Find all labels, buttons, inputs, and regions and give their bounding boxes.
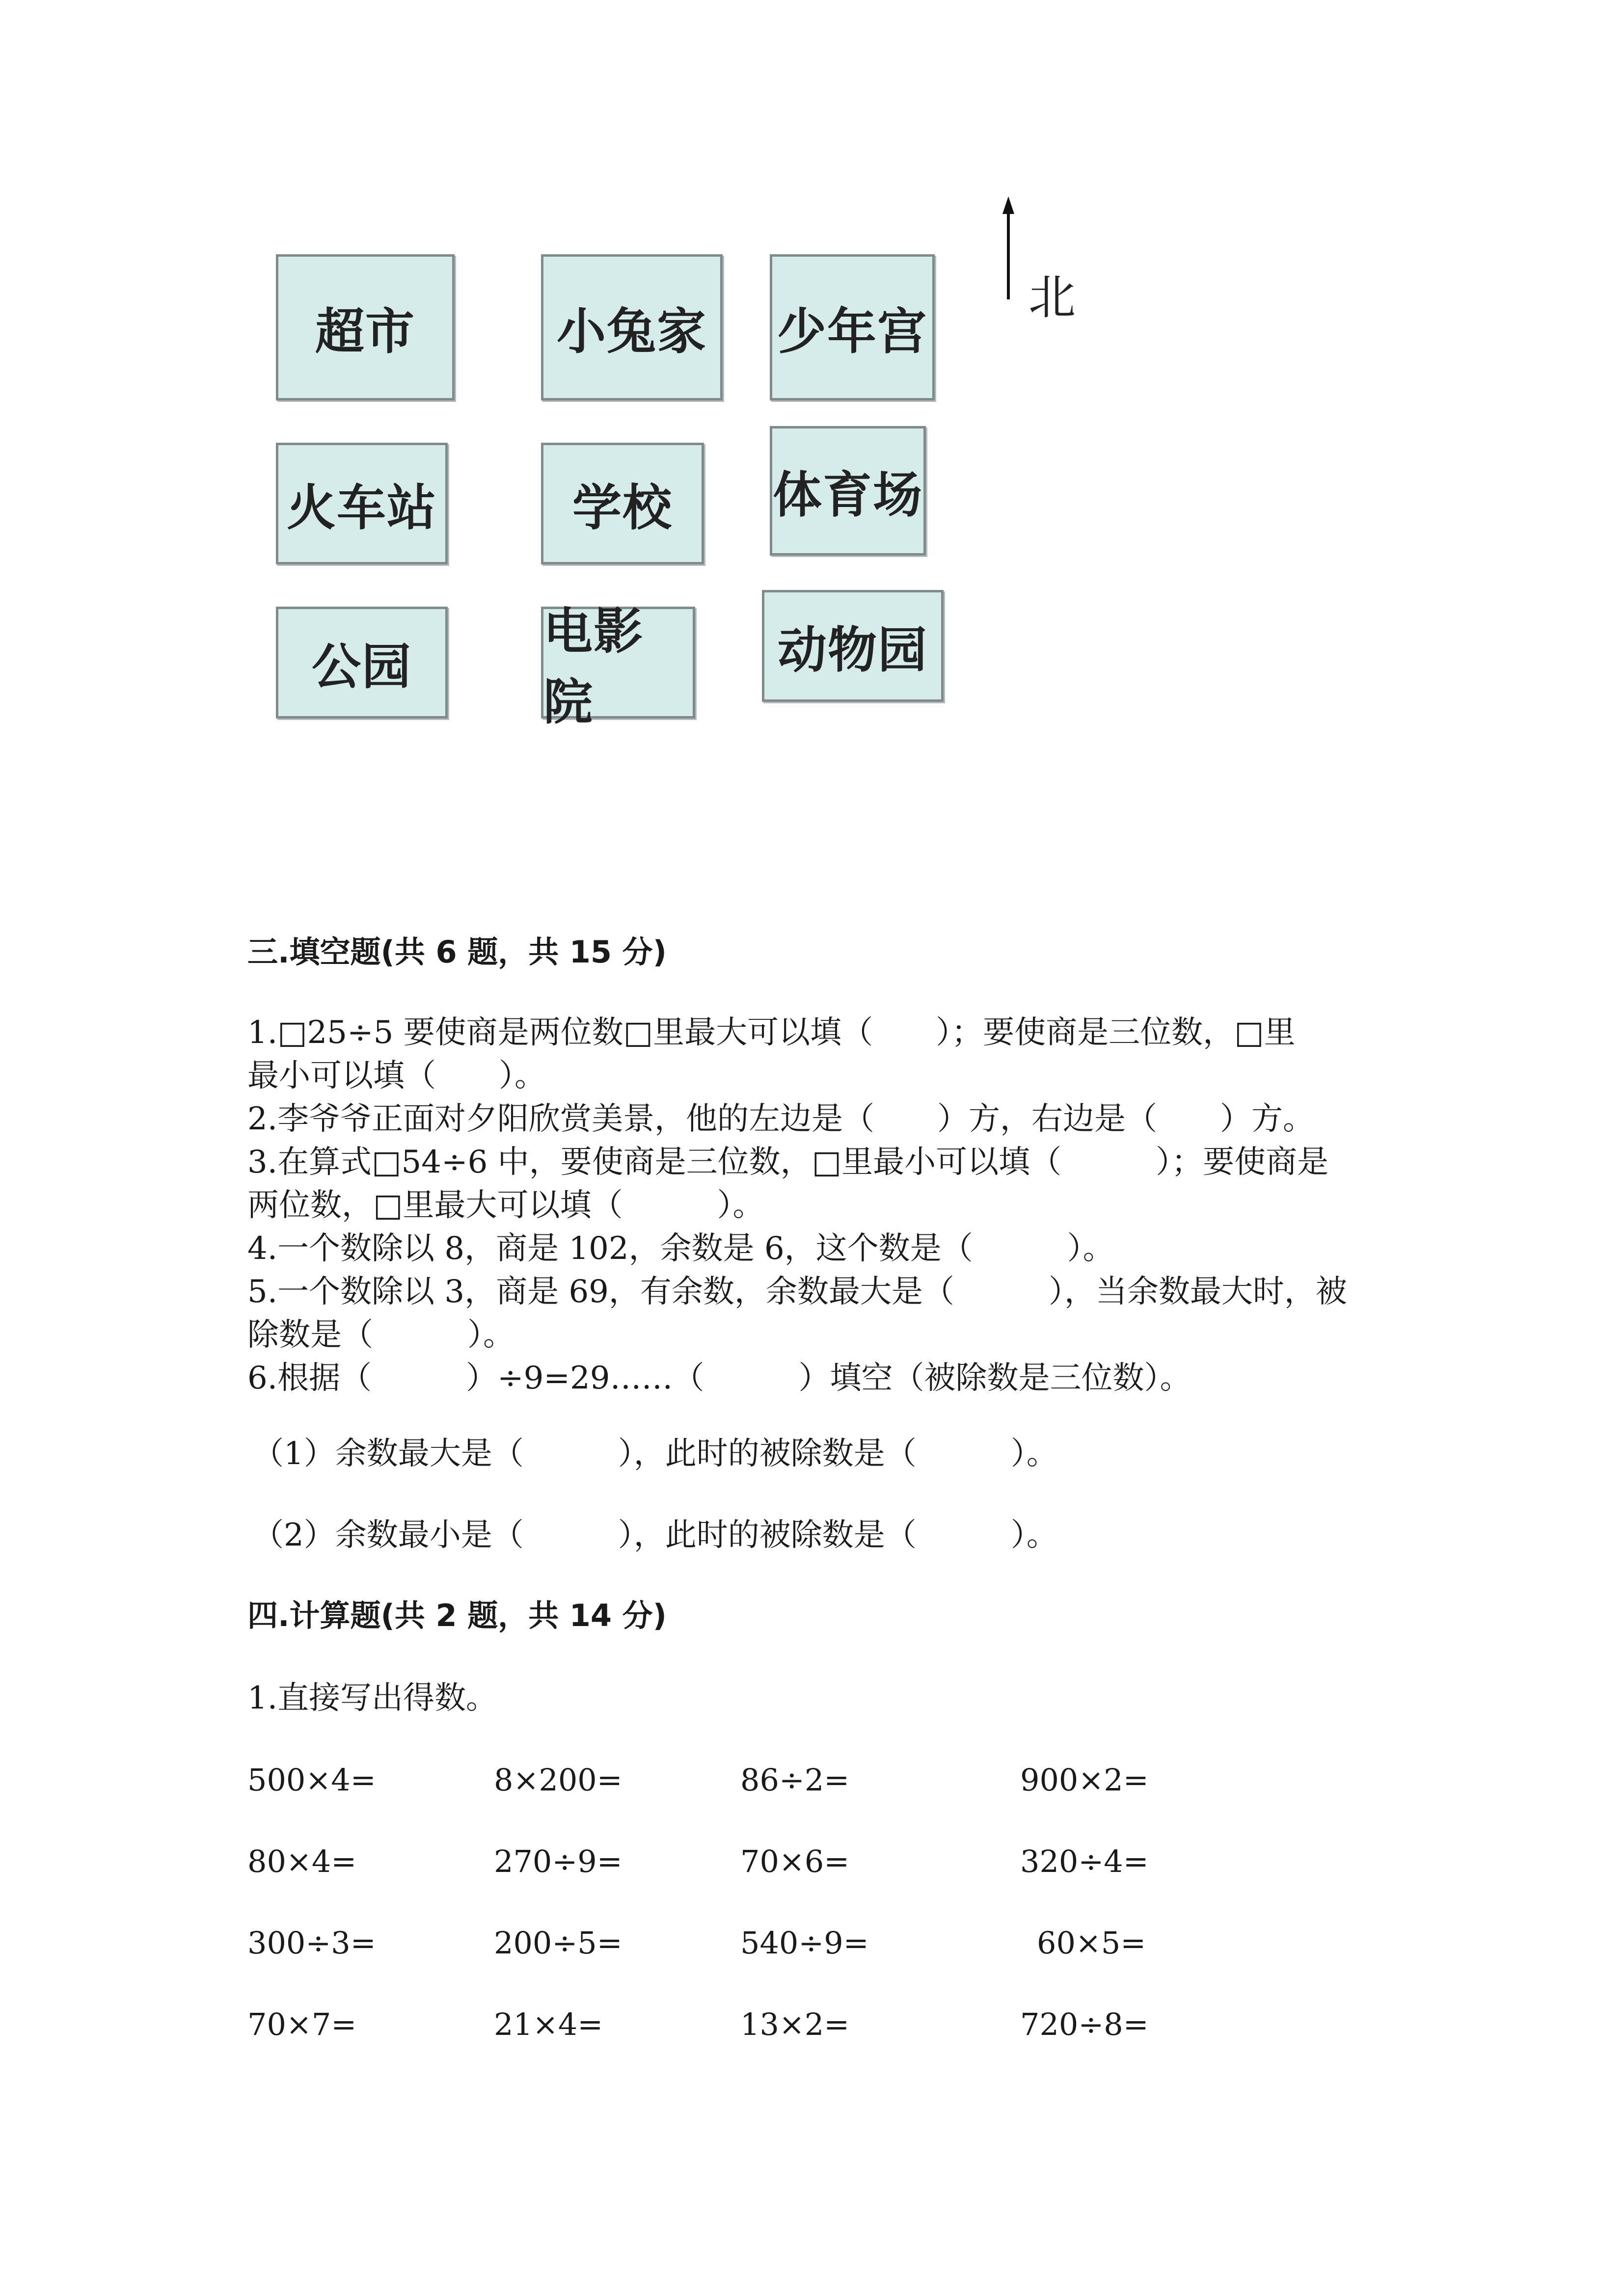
calc-item: 70×7= xyxy=(247,2006,357,2042)
calc-item: 320÷4= xyxy=(1020,1843,1149,1879)
calc-item: 300÷3= xyxy=(247,1925,376,1961)
q2-line: 2.李爷爷正面对夕阳欣赏美景，他的左边是（ ）方，右边是（ ）方。 xyxy=(247,1101,1315,1137)
north-label: 北 xyxy=(1029,270,1076,325)
calc-item: 8×200= xyxy=(494,1762,623,1798)
place-park: 公园 xyxy=(276,607,448,719)
calc-item: 200÷5= xyxy=(494,1925,623,1961)
calc-item: 500×4= xyxy=(247,1762,376,1798)
calc-item: 80×4= xyxy=(247,1843,357,1879)
section3-title: 三.填空题(共 6 题，共 15 分) xyxy=(247,934,667,970)
place-school: 学校 xyxy=(541,443,704,564)
place-cinema: 电影院 xyxy=(541,607,695,719)
q6-sub1: （1）余数最大是（ ），此时的被除数是（ ）。 xyxy=(252,1436,1058,1472)
calc-item: 13×2= xyxy=(740,2006,850,2042)
q1-line1: 1.□25÷5 要使商是两位数□里最大可以填（ ）；要使商是三位数，□里 xyxy=(247,1015,1296,1051)
calc-item: 70×6= xyxy=(740,1843,850,1879)
calc-item: 60×5= xyxy=(1037,1925,1146,1961)
calc-item: 720÷8= xyxy=(1020,2006,1149,2042)
calc-item: 21×4= xyxy=(494,2006,603,2042)
q3-line1: 3.在算式□54÷6 中，要使商是三位数，□里最小可以填（ ）；要使商是 xyxy=(247,1144,1329,1180)
place-rabbit-home: 小兔家 xyxy=(541,254,723,400)
q6-line: 6.根据（ ）÷9=29……（ ）填空（被除数是三位数）。 xyxy=(247,1360,1191,1396)
q5-line1: 5.一个数除以 3，商是 69，有余数，余数最大是（ ），当余数最大时，被 xyxy=(247,1274,1347,1310)
q3-line2: 两位数，□里最大可以填（ ）。 xyxy=(247,1187,764,1224)
calc-item: 86÷2= xyxy=(740,1762,850,1798)
north-arrow-icon xyxy=(1002,196,1014,299)
q4-line: 4.一个数除以 8，商是 102，余数是 6，这个数是（ ）。 xyxy=(247,1230,1114,1267)
q5-line2: 除数是（ ）。 xyxy=(247,1317,514,1353)
q6-sub2: （2）余数最小是（ ），此时的被除数是（ ）。 xyxy=(252,1517,1058,1553)
place-stadium: 体育场 xyxy=(770,426,926,556)
calc-item: 540÷9= xyxy=(740,1925,869,1961)
calc-q1: 1.直接写出得数。 xyxy=(247,1680,498,1716)
calc-item: 900×2= xyxy=(1020,1762,1149,1798)
place-zoo: 动物园 xyxy=(762,590,944,702)
place-train-station: 火车站 xyxy=(276,443,448,564)
place-supermarket: 超市 xyxy=(276,254,455,400)
section4-title: 四.计算题(共 2 题，共 14 分) xyxy=(247,1598,667,1633)
q1-line2: 最小可以填（ ）。 xyxy=(247,1058,546,1094)
place-youth-palace: 少年宫 xyxy=(770,254,935,400)
calc-item: 270÷9= xyxy=(494,1843,623,1879)
